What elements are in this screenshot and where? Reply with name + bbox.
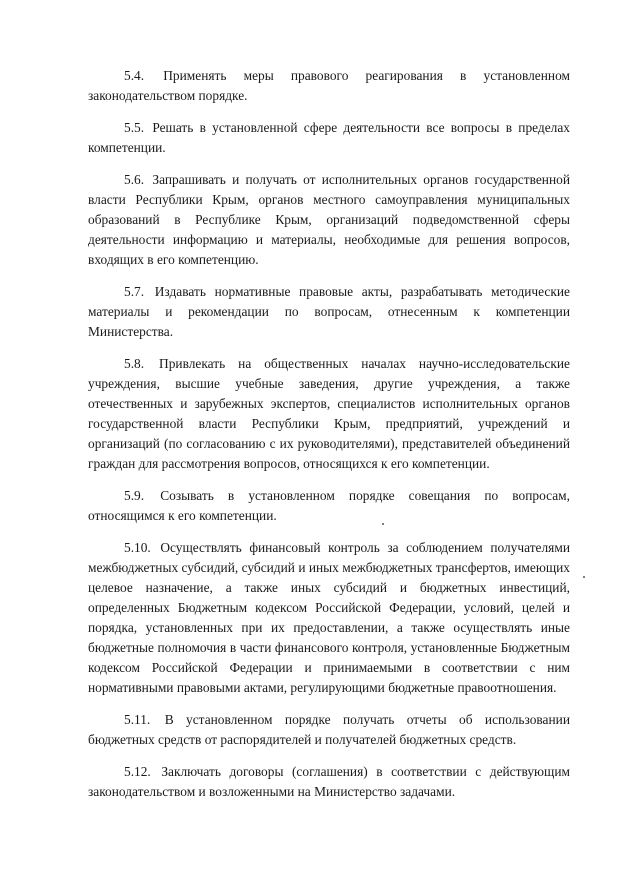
paragraph-5-8: [88, 354, 570, 474]
paragraph-text: Решать в установленной сфере деятельности все вопросы в пределах компетенции.: [88, 120, 570, 155]
paragraph-5-4: [88, 66, 570, 106]
paragraph-number: 5.7.: [124, 284, 145, 299]
paragraph-5-7: [88, 282, 570, 342]
paragraph-5-11: [88, 710, 570, 750]
paragraph-text: Заключать договоры (соглашения) в соответствии с действующим законодательством и возложенными на Министерство задачами.: [88, 764, 570, 799]
paragraph-number: 5.5.: [124, 120, 145, 135]
paragraph-text: Применять меры правового реагирования в установленном законодательством порядке.: [88, 68, 570, 103]
paragraph-5-9: [88, 486, 570, 526]
paragraph-number: 5.6.: [124, 172, 145, 187]
paragraph-5-5: [88, 118, 570, 158]
paragraph-text: Осуществлять финансовый контроль за соблюдением получателями межбюджетных субсидий, субсидий и иных межбюджетных трансфертов, имеющих целевое назначение, а также иных субсидий и бюджетных инвестиций, определенных Бюджетным кодексом Российской Федерации, условий, целей и порядка, установленных при их предоставлении, а также осуществлять иные бюджетные полномочия в части финансового контроля, установленные Бюджетным кодексом Российской Федерации и принимаемыми в соответствии с ним нормативными правовыми актами, регулирующими бюджетные правоотношения.: [88, 540, 570, 695]
paragraph-5-10: [88, 538, 570, 698]
paragraph-number: 5.12.: [124, 764, 151, 779]
paragraph-text: В установленном порядке получать отчеты об использовании бюджетных средств от распорядителей и получателей бюджетных средств.: [88, 712, 570, 747]
paragraph-number: 5.10.: [124, 540, 151, 555]
paragraph-number: 5.11.: [124, 712, 151, 727]
paragraph-text: Созывать в установленном порядке совещания по вопросам, относящимся к его компетенции.: [88, 488, 570, 523]
document-body: [88, 66, 570, 814]
paragraph-5-12: [88, 762, 570, 802]
scan-speck: [382, 523, 384, 525]
paragraph-text: Издавать нормативные правовые акты, разрабатывать методические материалы и рекомендации по вопросам, отнесенным к компетенции Министерства.: [88, 284, 570, 339]
paragraph-text: Привлекать на общественных началах научно-исследовательские учреждения, высшие учебные заведения, другие учреждения, а также отечественных и зарубежных экспертов, специалистов исполнительных органов государственной власти Республики Крым, предприятий, учреждений и организаций (по согласованию с их руководителями), представителей объединений граждан для рассмотрения вопросов, относящихся к его компетенции.: [88, 356, 570, 471]
paragraph-text: Запрашивать и получать от исполнительных органов государственной власти Республики Крым, органов местного самоуправления муниципальных образований в Республике Крым, организаций подведомственной сферы деятельности информацию и материалы, необходимые для решения вопросов, входящих в его компетенцию.: [88, 172, 570, 267]
paragraph-number: 5.9.: [124, 488, 145, 503]
paragraph-number: 5.8.: [124, 356, 145, 371]
paragraph-5-6: [88, 170, 570, 270]
paragraph-number: 5.4.: [124, 68, 145, 83]
scan-speck: [583, 576, 585, 578]
